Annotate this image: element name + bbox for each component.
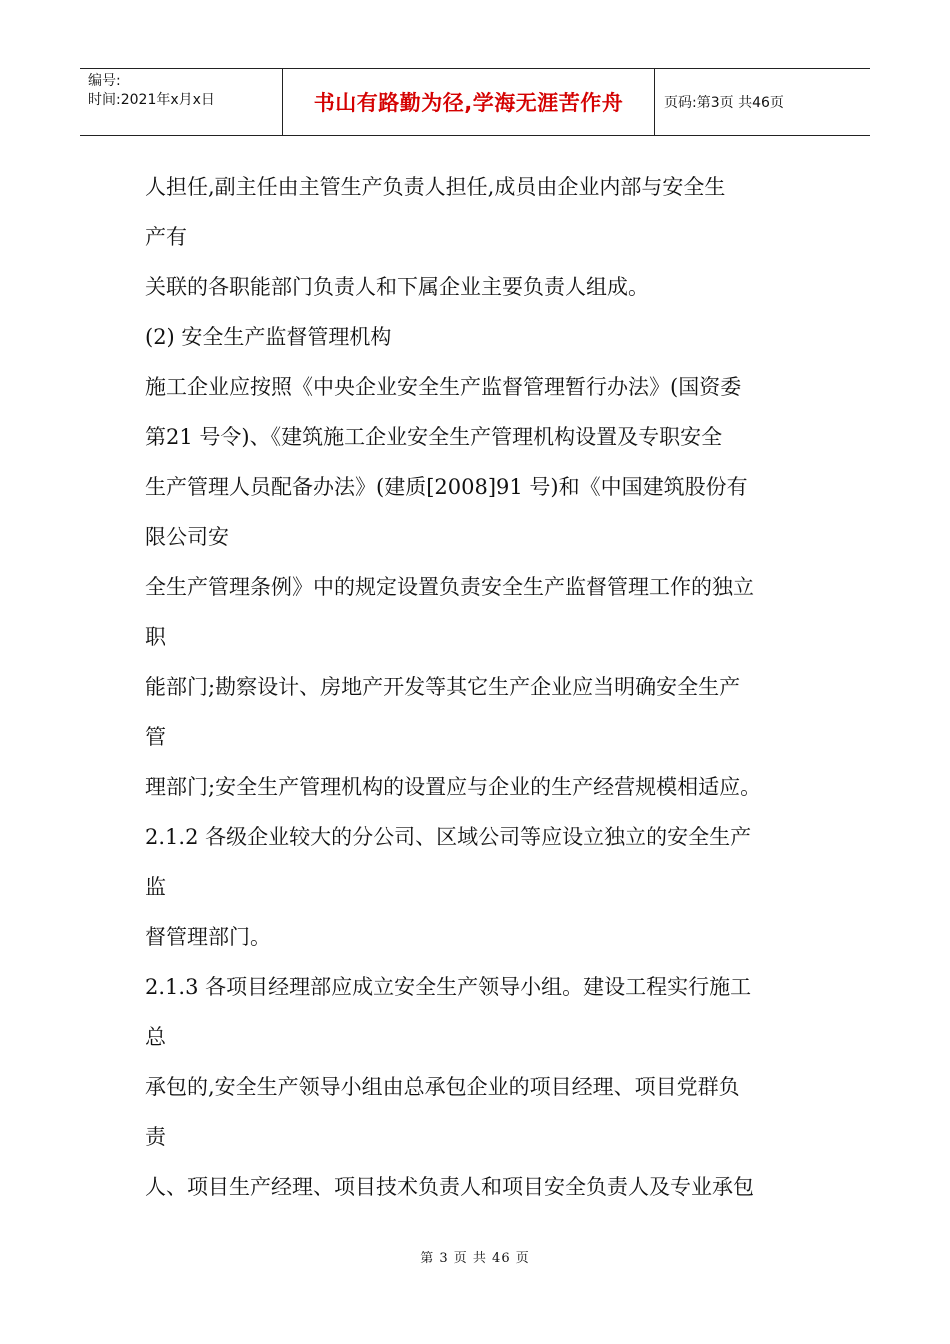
body-line: 2.1.3 各项目经理部应成立安全生产领导小组。建设工程实行施工 <box>145 975 752 999</box>
body-line: 能部门;勘察设计、房地产开发等其它生产企业应当明确安全生产 <box>145 675 741 699</box>
body-line: 2.1.2 各级企业较大的分公司、区域公司等应设立独立的安全生产 <box>145 825 752 849</box>
document-date-label: 时间:2021年x月x日 <box>88 92 215 108</box>
body-line: 职 <box>145 625 166 649</box>
body-line: 施工企业应按照《中央企业安全生产监督管理暂行办法》(国资委 <box>145 375 742 399</box>
body-line: 承包的,安全生产领导小组由总承包企业的项目经理、项目党群负 <box>145 1075 740 1099</box>
body-line: 产有 <box>145 225 187 249</box>
body-line: 监 <box>145 875 166 899</box>
body-line: 管 <box>145 725 166 749</box>
header-meta <box>80 69 283 135</box>
body-line: 生产管理人员配备办法》(建质[2008]91 号)和《中国建筑股份有 <box>145 475 748 499</box>
section-heading: (2) 安全生产监督管理机构 <box>145 325 392 349</box>
body-line: 人担任,副主任由主管生产负责人担任,成员由企业内部与安全生 <box>145 175 726 199</box>
page-footer: 第 3 页 共 46 页 <box>420 1251 530 1266</box>
body-line: 关联的各职能部门负责人和下属企业主要负责人组成。 <box>145 275 649 299</box>
body-line: 督管理部门。 <box>145 925 271 949</box>
body-line: 人、项目生产经理、项目技术负责人和项目安全负责人及专业承包 <box>145 1175 754 1199</box>
page-header <box>80 68 870 136</box>
body-line: 限公司安 <box>145 525 229 549</box>
header-page-info: 页码:第3页 共46页 <box>664 95 784 111</box>
document-number-label: 编号: <box>88 73 121 89</box>
body-line: 第21 号令)、《建筑施工企业安全生产管理机构设置及专职安全 <box>145 425 723 449</box>
body-line: 责 <box>145 1125 166 1149</box>
document-body <box>145 162 825 1212</box>
body-line: 总 <box>145 1025 166 1049</box>
header-motto: 书山有路勤为径,学海无涯苦作舟 <box>283 69 655 135</box>
body-line: 理部门;安全生产管理机构的设置应与企业的生产经营规模相适应。 <box>145 775 762 799</box>
body-line: 全生产管理条例》中的规定设置负责安全生产监督管理工作的独立 <box>145 575 754 599</box>
